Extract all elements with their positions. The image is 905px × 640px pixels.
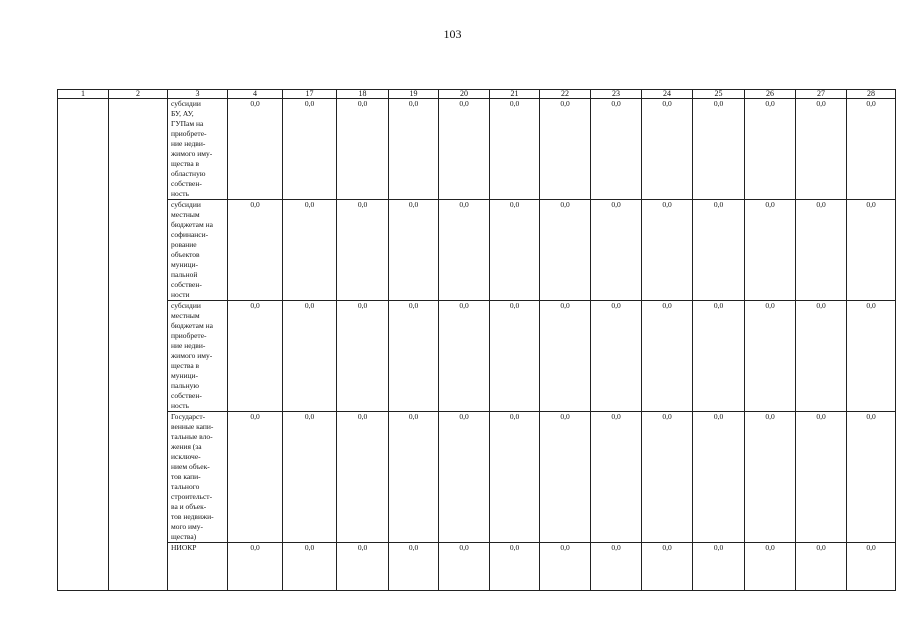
row-label-line: муници- <box>171 260 199 269</box>
value-cell: 0,0 <box>693 543 745 591</box>
column-header: 21 <box>490 90 540 99</box>
column-header: 4 <box>228 90 283 99</box>
row-label-line: Государст- <box>171 412 206 421</box>
value-cell: 0,0 <box>642 301 693 412</box>
row-label-line: ГУПам на <box>171 119 204 128</box>
row-label-line: субсидии <box>171 99 201 108</box>
value-cell: 0,0 <box>439 99 490 200</box>
row-label <box>168 543 228 591</box>
value-cell: 0,0 <box>745 301 796 412</box>
value-cell: 0,0 <box>540 543 591 591</box>
value-cell: 0,0 <box>796 543 847 591</box>
value-cell: 0,0 <box>591 200 642 301</box>
value-cell: 0,0 <box>693 412 745 543</box>
value-cell: 0,0 <box>490 412 540 543</box>
value-cell: 0,0 <box>490 99 540 200</box>
row-label-line: тальные вло- <box>171 432 213 441</box>
value-cell: 0,0 <box>591 412 642 543</box>
table-row <box>58 543 896 591</box>
row-label <box>168 99 228 200</box>
budget-table <box>57 89 896 591</box>
value-cell: 0,0 <box>337 301 389 412</box>
row-label-line: ность <box>171 401 189 410</box>
column-header: 22 <box>540 90 591 99</box>
row-label-line: щества в <box>171 159 200 168</box>
row-label-line: исключе- <box>171 452 201 461</box>
value-cell: 0,0 <box>283 200 337 301</box>
row-label-line: венные капи- <box>171 422 214 431</box>
column-header: 27 <box>796 90 847 99</box>
row-label <box>168 301 228 412</box>
row-label-line: тов недвижи- <box>171 512 214 521</box>
row-label-line: жения (за <box>171 442 202 451</box>
row-label-line: собствен- <box>171 391 202 400</box>
value-cell: 0,0 <box>642 412 693 543</box>
row-label-line: нием объек- <box>171 462 210 471</box>
value-cell: 0,0 <box>439 200 490 301</box>
column-header: 17 <box>283 90 337 99</box>
column-header: 2 <box>109 90 168 99</box>
column-header: 23 <box>591 90 642 99</box>
row-label-line: бюджетам на <box>171 321 213 330</box>
row-label-line: щества в <box>171 361 200 370</box>
row-label-line: тов капи- <box>171 472 201 481</box>
value-cell: 0,0 <box>745 200 796 301</box>
row-label-line: ность <box>171 189 189 198</box>
row-label-line: ности <box>171 290 190 299</box>
value-cell: 0,0 <box>389 99 439 200</box>
row-label-line: приобрете- <box>171 331 207 340</box>
value-cell: 0,0 <box>389 200 439 301</box>
value-cell: 0,0 <box>490 543 540 591</box>
value-cell: 0,0 <box>228 412 283 543</box>
value-cell: 0,0 <box>642 543 693 591</box>
value-cell: 0,0 <box>540 412 591 543</box>
value-cell: 0,0 <box>847 412 896 543</box>
column-header: 20 <box>439 90 490 99</box>
value-cell: 0,0 <box>796 301 847 412</box>
row-label-line: тального <box>171 482 200 491</box>
value-cell: 0,0 <box>847 99 896 200</box>
value-cell: 0,0 <box>228 301 283 412</box>
value-cell: 0,0 <box>283 301 337 412</box>
row-label-line: местным <box>171 210 200 219</box>
row-label-line: ние недви- <box>171 139 206 148</box>
row-label-line: щества) <box>171 532 197 541</box>
page-number: 103 <box>443 27 462 41</box>
value-cell: 0,0 <box>540 301 591 412</box>
value-cell: 0,0 <box>337 543 389 591</box>
value-cell: 0,0 <box>389 543 439 591</box>
value-cell: 0,0 <box>490 200 540 301</box>
table-row <box>58 200 896 301</box>
column-header: 3 <box>168 90 228 99</box>
table-row <box>58 301 896 412</box>
value-cell: 0,0 <box>228 200 283 301</box>
row-label-line: пальную <box>171 381 199 390</box>
value-cell: 0,0 <box>693 99 745 200</box>
value-cell: 0,0 <box>693 301 745 412</box>
row-label-line: софинанси- <box>171 230 209 239</box>
value-cell: 0,0 <box>283 412 337 543</box>
row-label-line: ние недви- <box>171 341 206 350</box>
value-cell: 0,0 <box>693 200 745 301</box>
row-label-line: приобрете- <box>171 129 207 138</box>
column-header: 25 <box>693 90 745 99</box>
row-label-line: пальной <box>171 270 198 279</box>
value-cell: 0,0 <box>337 200 389 301</box>
value-cell: 0,0 <box>439 412 490 543</box>
row-label-line: жимого иму- <box>171 351 213 360</box>
value-cell: 0,0 <box>745 99 796 200</box>
value-cell: 0,0 <box>642 200 693 301</box>
value-cell: 0,0 <box>591 543 642 591</box>
value-cell: 0,0 <box>283 99 337 200</box>
row-label-line: бюджетам на <box>171 220 213 229</box>
row-label-line: объектов <box>171 250 200 259</box>
column-header: 26 <box>745 90 796 99</box>
value-cell: 0,0 <box>389 412 439 543</box>
row-label-line: НИОКР <box>171 543 197 552</box>
row-label-line: местным <box>171 311 200 320</box>
value-cell: 0,0 <box>796 200 847 301</box>
value-cell: 0,0 <box>337 412 389 543</box>
row-label-line: рование <box>171 240 197 249</box>
value-cell: 0,0 <box>847 200 896 301</box>
row-label-line: БУ, АУ, <box>171 109 194 118</box>
row-label <box>168 200 228 301</box>
column-number-row <box>58 90 896 99</box>
row-label-line: ва и объек- <box>171 502 207 511</box>
value-cell: 0,0 <box>745 412 796 543</box>
value-cell: 0,0 <box>283 543 337 591</box>
value-cell: 0,0 <box>490 301 540 412</box>
row-label-line: субсидии <box>171 200 201 209</box>
value-cell: 0,0 <box>228 99 283 200</box>
value-cell: 0,0 <box>439 301 490 412</box>
row-label-line: строительст- <box>171 492 213 501</box>
merged-empty-cell <box>58 99 109 591</box>
row-label-line: областную <box>171 169 206 178</box>
value-cell: 0,0 <box>228 543 283 591</box>
value-cell: 0,0 <box>439 543 490 591</box>
row-label-line: собствен- <box>171 179 202 188</box>
row-label-line: жимого иму- <box>171 149 213 158</box>
value-cell: 0,0 <box>745 543 796 591</box>
table-row <box>58 412 896 543</box>
value-cell: 0,0 <box>642 99 693 200</box>
column-header: 28 <box>847 90 896 99</box>
value-cell: 0,0 <box>796 412 847 543</box>
column-header: 19 <box>389 90 439 99</box>
row-label-line: мого иму- <box>171 522 204 531</box>
value-cell: 0,0 <box>591 99 642 200</box>
value-cell: 0,0 <box>847 301 896 412</box>
row-label <box>168 412 228 543</box>
column-header: 18 <box>337 90 389 99</box>
row-label-line: собствен- <box>171 280 202 289</box>
column-header: 24 <box>642 90 693 99</box>
merged-empty-cell <box>109 99 168 591</box>
table-row <box>58 99 896 200</box>
value-cell: 0,0 <box>796 99 847 200</box>
value-cell: 0,0 <box>389 301 439 412</box>
value-cell: 0,0 <box>847 543 896 591</box>
value-cell: 0,0 <box>540 99 591 200</box>
value-cell: 0,0 <box>591 301 642 412</box>
row-label-line: субсидии <box>171 301 201 310</box>
value-cell: 0,0 <box>540 200 591 301</box>
row-label-line: муници- <box>171 371 199 380</box>
column-header: 1 <box>58 90 109 99</box>
value-cell: 0,0 <box>337 99 389 200</box>
